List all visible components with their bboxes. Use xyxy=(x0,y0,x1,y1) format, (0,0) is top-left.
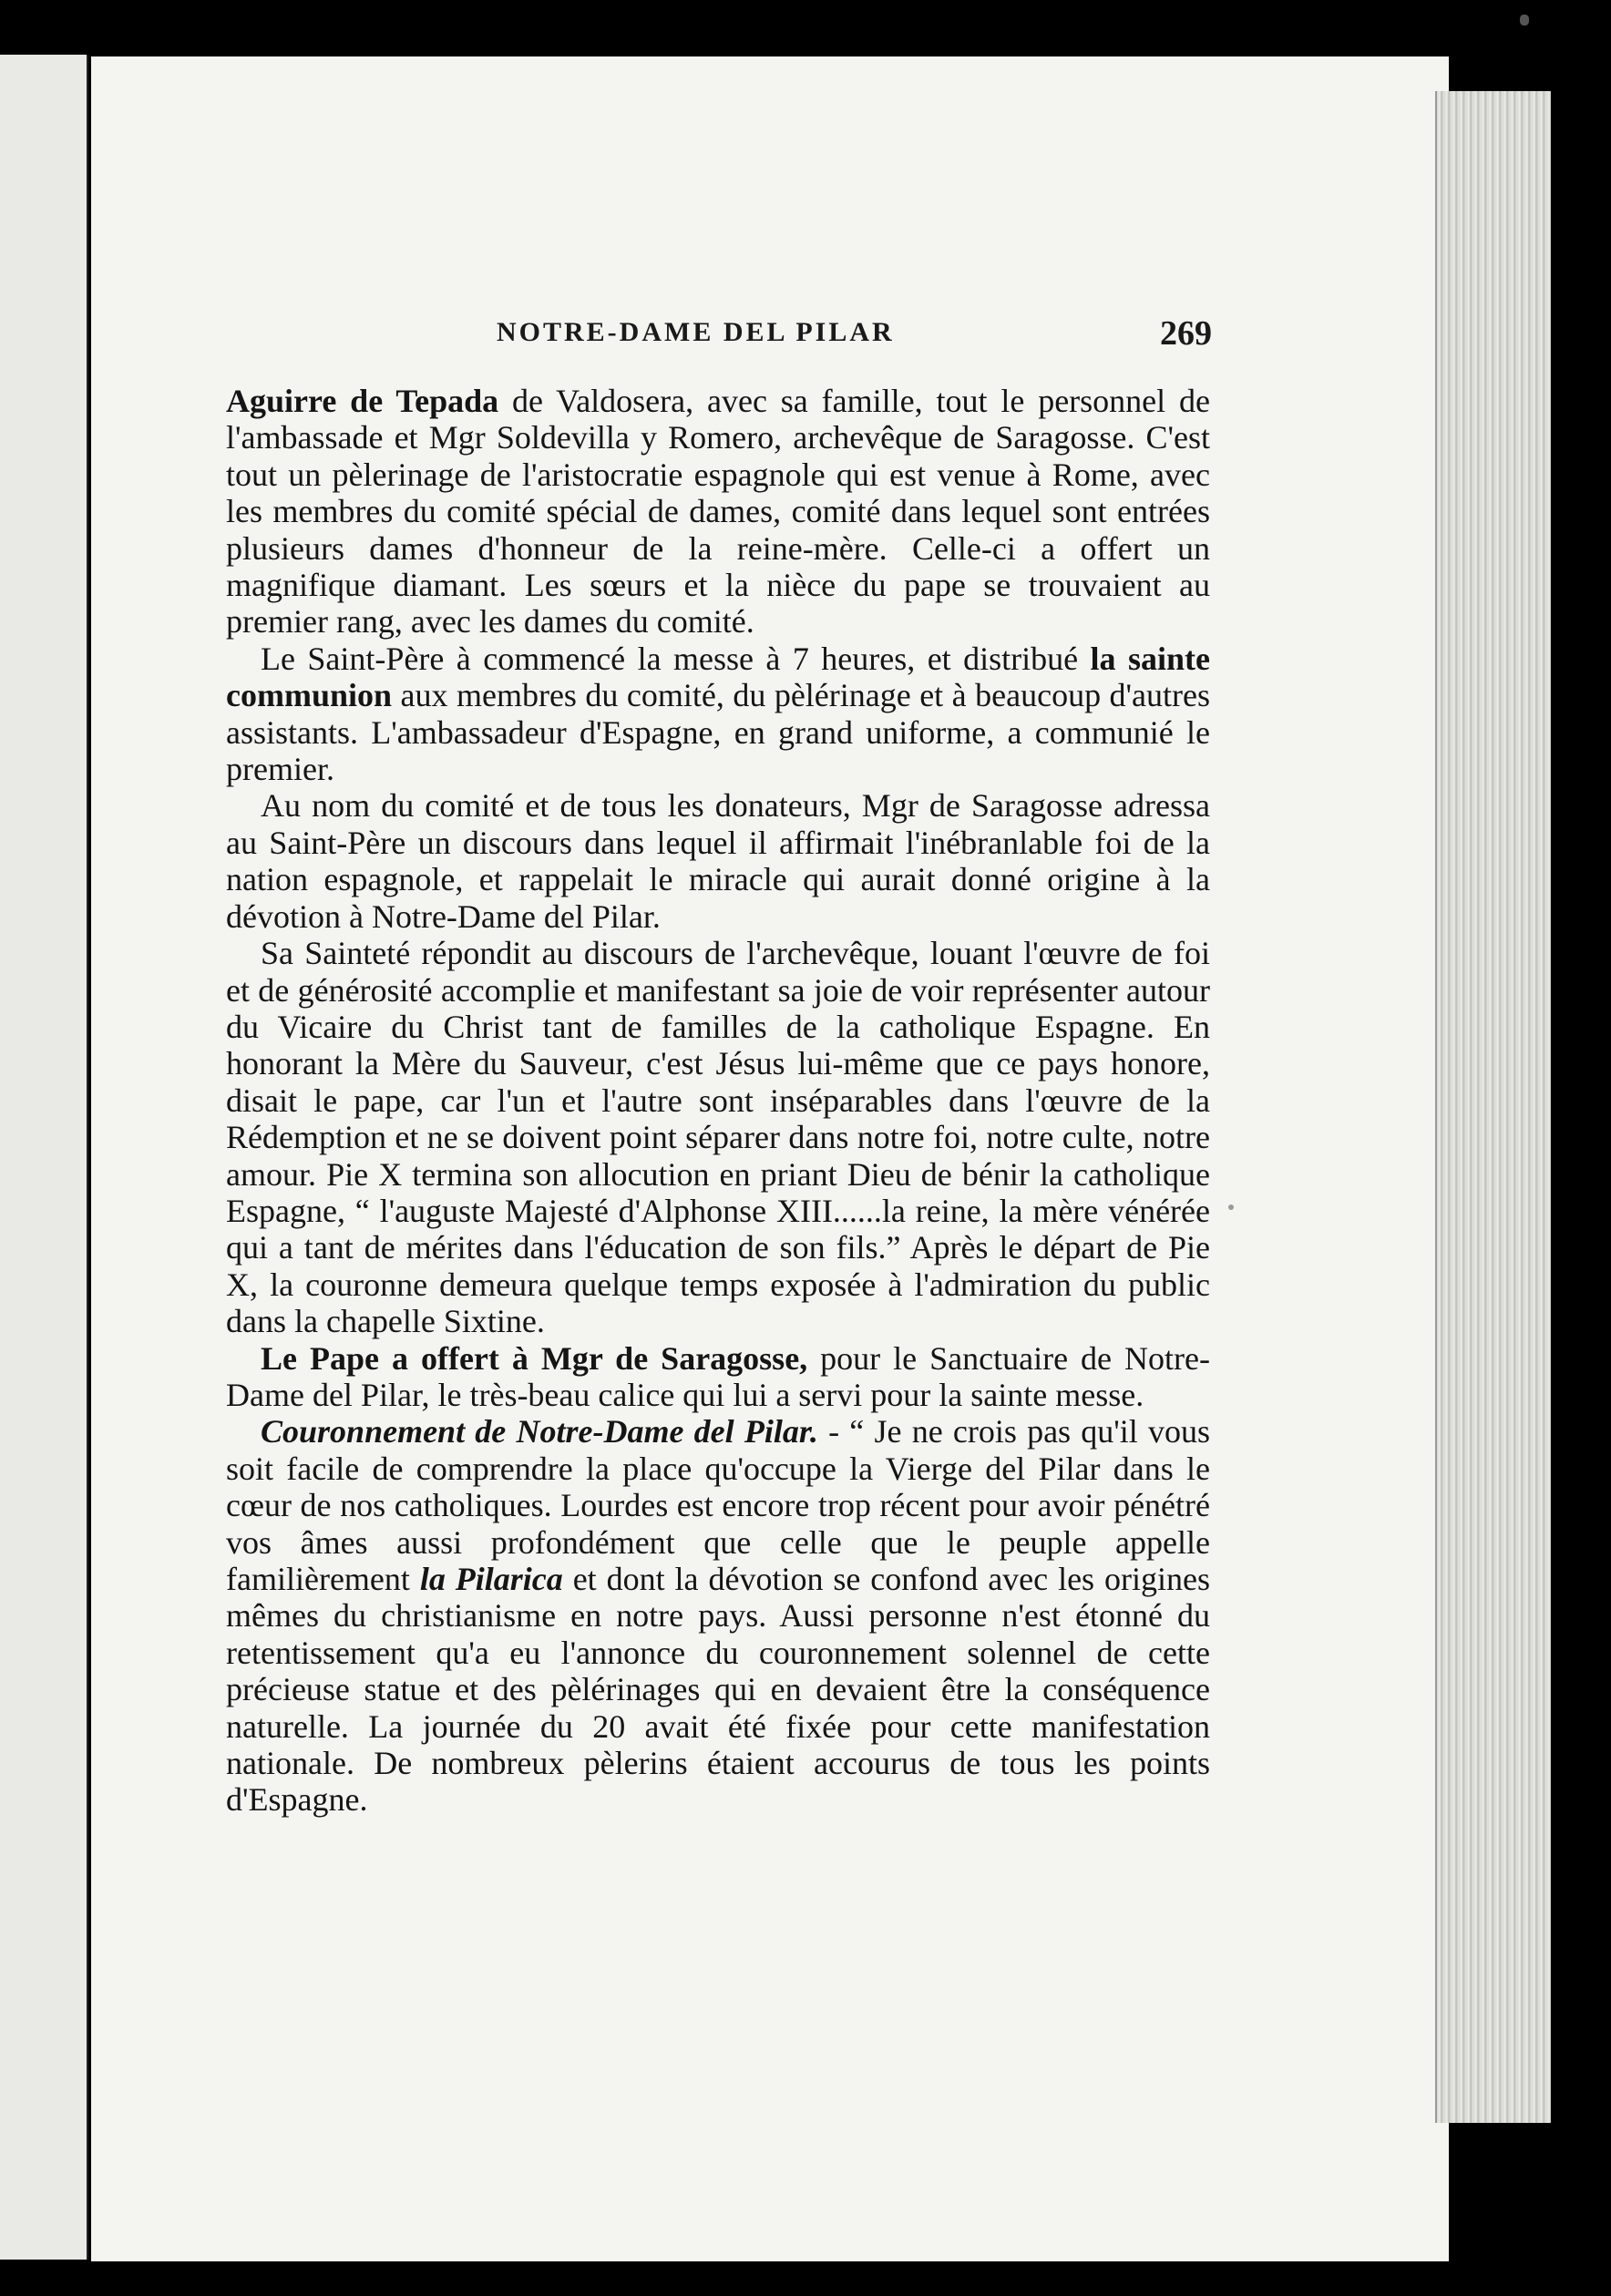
paragraph-2-text-a: Le Saint-Père à commencé la messe à 7 heures, et distribué xyxy=(261,640,1091,677)
paragraph-5-text: pour le Sanctuaire de Notre-Dame del Pilar, le très-beau calice qui lui a servi pour la sainte messe. xyxy=(226,1339,1210,1413)
paragraph-2 xyxy=(226,641,1210,788)
paragraph-1-lead: Aguirre de Tepada xyxy=(226,383,499,419)
paragraph-1 xyxy=(226,383,1210,641)
paragraph-6-text-a: - “ Je ne crois pas qu'il vous soit facile de comprendre la place qu'occupe la Vierge del Pilar dans le cœur de nos catholiques. Lourdes est encore trop récent pour avoir pénétré vos âmes aussi profondément que celle que le peuple appelle familièrement xyxy=(226,1413,1211,1597)
paragraph-6-italic: la Pilarica xyxy=(419,1561,563,1597)
paragraph-4: Sa Sainteté répondit au discours de l'archevêque, louant l'œuvre de foi et de générosité accomplie et manifestant sa joie de voir représenter autour du Vicaire du Christ tant de familles de la catholique Espagne. En honorant la Mère du Sauveur, c'est Jésus lui-même que ce pays honore, disait le pape, car l'un et l'autre sont inséparables dans l'œuvre de la Rédemption et ne se doivent point séparer dans notre foi, notre culte, notre amour. Pie X termina son allocution en priant Dieu de bénir la catholique Espagne, “ l'auguste Majesté d'Alphonse XIII......la reine, la mère vénérée qui a tant de mérites dans l'éducation de son fils.” Après le départ de Pie X, la couronne demeura quelque temps exposée à l'admiration du public dans la chapelle Sixtine. xyxy=(226,935,1210,1340)
page-number: 269 xyxy=(1160,314,1212,353)
paragraph-1-text: de Valdosera, avec sa famille, tout le personnel de l'ambassade et Mgr Soldevilla y Romero, archevêque de Saragosse. C'est tout un pèlerinage de l'aristocratie espagnole qui est venue à Rome, avec les membres du comité spécial de dames, comité dans lequel sont entrées plusieurs dames d'honneur de la reine-mère. Celle-ci a offert un magnifique diamant. Les sœurs et la nièce du pape se trouvaient au premier rang, avec les dames du comité. xyxy=(226,383,1210,641)
running-title: NOTRE-DAME DEL PILAR xyxy=(497,317,895,347)
paragraph-5-lead: Le Pape a offert à Mgr de Saragosse, xyxy=(261,1339,808,1377)
body-text xyxy=(226,383,1210,1819)
scan-speck xyxy=(1520,15,1529,26)
section-heading: Couronnement de Notre-Dame del Pilar. xyxy=(261,1413,818,1450)
facing-page-edge xyxy=(0,55,88,2260)
paragraph-5 xyxy=(226,1340,1210,1414)
paragraph-6-text-b: et dont la dévotion se confond avec les origines mêmes du christianisme en notre pays. Aussi personne n'est étonné du retentissement qu'a eu l'annonce du couronnement solennel de cette précieuse statue et des pèlérinages qui en devaient être la conséquence naturelle. La journée du 20 avait été fixée pour cette manifestation nationale. De nombreux pèlerins étaient accourus de tous les points d'Espagne. xyxy=(226,1561,1210,1819)
paragraph-3: Au nom du comité et de tous les donateurs, Mgr de Saragosse adressa au Saint-Père un discours dans lequel il affirmait l'inébranlable foi de la nation espagnole, et rappelait le miracle qui aurait donné origine à la dévotion à Notre-Dame del Pilar. xyxy=(226,787,1210,935)
paragraph-2-text-b: aux membres du comité, du pèlérinage et à beaucoup d'autres assistants. L'ambassadeur d'Espagne, en grand uniforme, a communié le premier. xyxy=(226,677,1210,788)
paragraph-2-bold: la sainte communion xyxy=(226,640,1210,714)
page-header xyxy=(228,314,1212,372)
page-stack-edges xyxy=(1435,91,1551,2123)
paragraph-6 xyxy=(226,1413,1210,1818)
margin-dot xyxy=(1228,1204,1234,1210)
